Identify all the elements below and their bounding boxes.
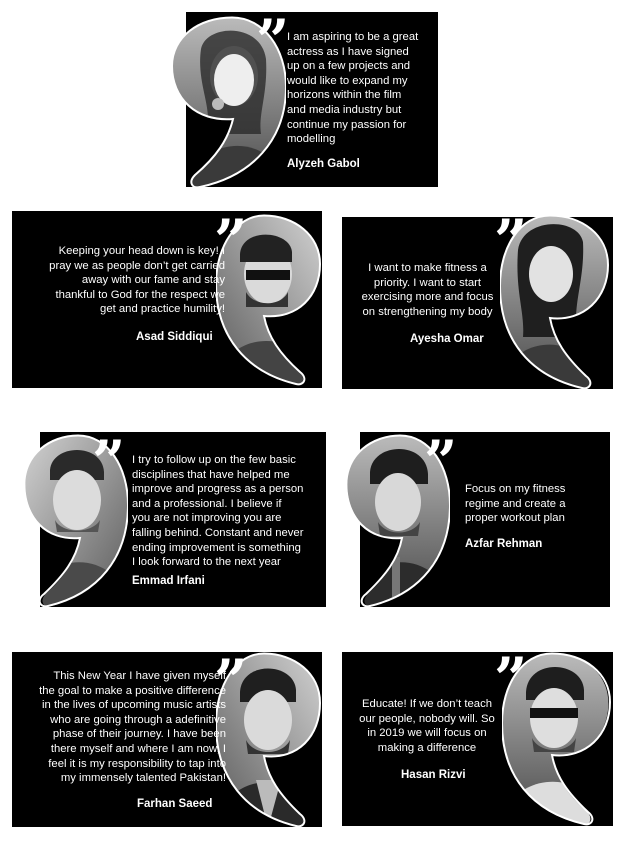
author-name: Azfar Rehman xyxy=(465,538,543,550)
quote-mark-icon: ” xyxy=(214,207,244,275)
quote-mark-icon: ” xyxy=(214,647,244,715)
quote-hasan: Educate! If we don’t teach our people, nobody will. So in 2019 we will focus on making a difference xyxy=(359,698,495,754)
quote-mark-icon: ” xyxy=(92,428,122,496)
author-name: Farhan Saeed xyxy=(137,798,213,810)
quote-emmad: I try to follow up on the few basic disciplines that have helped me improve and progress as a person and a professional. I believe if you are not improving you are falling behind. Constant and never ending improvement is something I look forward to the next year xyxy=(132,454,304,569)
quote-asad: Keeping your head down is key! I pray we as people don’t get carried away with our fame and stay thankful to God for the respect we get and practice humility! xyxy=(49,245,225,316)
quote-ayesha: I want to make fitness a priority. I want to start exercising more and focus on strengthening my body xyxy=(361,262,494,318)
author-name: Ayesha Omar xyxy=(410,333,484,345)
quote-mark-icon: ” xyxy=(256,7,286,75)
author-name: Hasan Rizvi xyxy=(401,769,466,781)
author-name: Asad Siddiqui xyxy=(136,331,213,343)
author-name: Alyzeh Gabol xyxy=(287,158,360,170)
quote-mark-icon: ” xyxy=(494,207,524,275)
quote-azfar: Focus on my fitness regime and create a proper workout plan xyxy=(465,483,566,525)
quote-mark-icon: ” xyxy=(424,428,454,496)
quote-farhan: This New Year I have given myself the goal to make a positive difference in the lives of upcoming music artists who are going through a adefinitive phase of their journey. I have been there myself and where I am now, I feel it is my responsibility to tap into my immensely talented Pakistan! xyxy=(39,670,226,785)
author-name: Emmad Irfani xyxy=(132,575,205,587)
quote-mark-icon: ” xyxy=(494,645,524,713)
quote-alyzeh: I am aspiring to be a great actress as I have signed up on a few projects and would like to expand my horizons within the film and media industry but continue my passion for modelling xyxy=(287,31,419,146)
